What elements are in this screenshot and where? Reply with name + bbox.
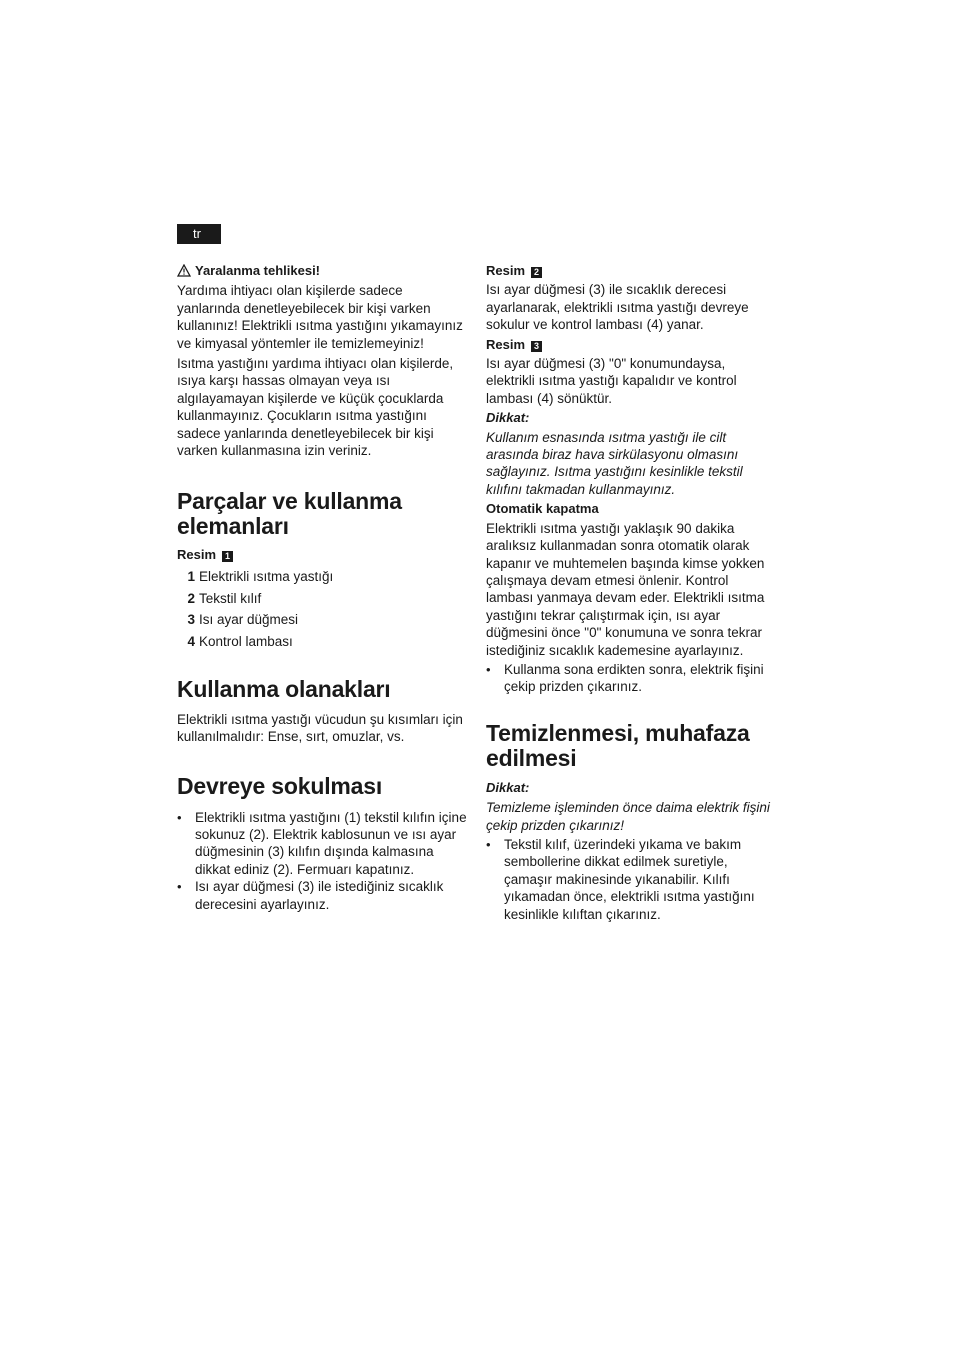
warning-paragraph-2: Isıtma yastığını yardıma ihtiyacı olan kişilerde, ısıya karşı hassas olmayan veya ısı algılayamayan kişilerde ve küçük çocuklarda kullanmayınız. Çocukların ısıtma yastığını sadece yanlarında denetleyebilecek bir kişi varken kullanmasına izin veriniz. <box>177 356 454 459</box>
auto-off-text: Elektrikli ısıtma yastığı yaklaşık 90 dakika aralıksız kullanmadan sonra otomatik olarak kapanır ve muhtemelen başında kimse yokken çalışmaya devam etmesi önlenir. Kontrol lambası yanmaya devam eder. Elektrikli ısıtma yastığını tekrar çalıştırmak için, ısı ayar düğmesini önce "0" konumuna ve sonra tekrar istediğiniz sıcaklık kademesine ayarlayınız. <box>486 520 765 658</box>
resim-label: Resim <box>486 336 526 352</box>
list-item <box>177 631 469 653</box>
auto-off-bullet-list <box>486 661 776 696</box>
resim-3-text: Isı ayar düğmesi (3) "0" konumundaysa, elektrikli ısıtma yastığı kapalıdır ve kontrol lambası (4) sönüktür. <box>486 356 737 406</box>
bullet-icon: • <box>486 836 491 852</box>
cleaning-heading: Temizlenmesi, muhafaza edilmesi <box>486 719 750 771</box>
part-number: 4 <box>187 633 195 649</box>
list-item <box>177 566 469 588</box>
resim-label: Resim <box>486 263 526 278</box>
start-heading: Devreye sokulması <box>177 772 383 799</box>
part-label: Isı ayar düğmesi <box>199 612 299 628</box>
part-number: 3 <box>187 612 195 628</box>
bullet-icon: • <box>177 809 182 825</box>
bullet-icon: • <box>177 879 182 895</box>
bullet-text: Tekstil kılıf, üzerindeki yıkama ve bakım sembollerine dikkat edilmek suretiyle, çamaşır makinesinde yıkanabilir. Kılıfı yıkamadan önce, elektrikli ısıtma yastığını kesinlikle kılıftan çıkarınız. <box>504 836 755 922</box>
part-label: Kontrol lambası <box>199 633 293 649</box>
list-item <box>177 609 469 631</box>
figure-number-badge: 2 <box>531 267 542 278</box>
part-number: 1 <box>187 568 195 584</box>
dikkat-text-2: Temizleme işleminden önce daima elektrik fişini çekip prizden çıkarınız! <box>486 800 770 833</box>
auto-off-title: Otomatik kapatma <box>486 501 599 517</box>
right-column <box>486 262 776 923</box>
bullet-icon: • <box>486 661 491 677</box>
dikkat-text-1: Kullanım esnasında ısıtma yastığı ile cilt arasında biraz hava sirkülasyonu olmasını sağlayınız. Isıtma yastığını kesinlikle tekstil kılıfını takmadan kullanmayınız. <box>486 429 743 497</box>
left-column <box>177 262 469 913</box>
part-number: 2 <box>187 590 195 606</box>
parts-list <box>177 566 469 653</box>
list-item <box>486 836 776 923</box>
resim-3-label <box>486 336 776 353</box>
bullet-text: Elektrikli ısıtma yastığını (1) tekstil kılıfın içine sokunuz (2). Elektrik kablosunun ve ısı ayar düğmesinin (3) kılıfın dışında kalmasına dikkat ediniz (2). Fermuarı kapatınız. <box>195 809 467 877</box>
dikkat-label: Dikkat: <box>486 410 530 426</box>
list-item <box>177 588 469 610</box>
figure-number-badge: 3 <box>531 341 542 352</box>
part-label: Tekstil kılıf <box>199 590 262 606</box>
usage-text: Elektrikli ısıtma yastığı vücudun şu kısımları için kullanılmalıdır: Ense, sırt, omuzlar, vs. <box>177 711 463 745</box>
start-bullet-list <box>177 809 469 913</box>
warning-title: Yaralanma tehlikesi! <box>195 263 321 278</box>
dikkat-label: Dikkat: <box>486 779 530 795</box>
list-item <box>177 809 469 879</box>
warning-paragraph-1: Yardıma ihtiyacı olan kişilerde sadece yanlarında denetleyebilecek bir kişi varken kullanınız! Elektrikli ısıtma yastığını yıkamayınız ve kimyasal yöntemler ile temizlemeyiniz! <box>177 283 463 351</box>
parts-heading: Parçalar ve kullanma elemanları <box>177 488 402 540</box>
resim-label: Resim <box>177 547 217 563</box>
resim-1-label <box>177 546 469 563</box>
language-tag: tr <box>177 224 221 244</box>
bullet-text: Isı ayar düğmesi (3) ile istediğiniz sıcaklık derecesini ayarlayınız. <box>195 879 444 912</box>
cleaning-bullet-list <box>486 836 776 923</box>
part-label: Elektrikli ısıtma yastığı <box>199 568 334 584</box>
resim-2-label <box>486 262 776 279</box>
figure-number-badge: 1 <box>222 551 233 562</box>
list-item <box>177 878 469 913</box>
bullet-text: Kullanma sona erdikten sonra, elektrik fişini çekip prizden çıkarınız. <box>504 661 764 695</box>
usage-heading: Kullanma olanakları <box>177 675 391 702</box>
warning-triangle-icon <box>177 264 191 277</box>
resim-2-text: Isı ayar düğmesi (3) ile sıcaklık derecesi ayarlanarak, elektrikli ısıtma yastığı devreye sokulur ve kontrol lambası (4) yanar. <box>486 282 749 333</box>
warning-heading <box>177 262 469 279</box>
list-item <box>486 661 776 696</box>
